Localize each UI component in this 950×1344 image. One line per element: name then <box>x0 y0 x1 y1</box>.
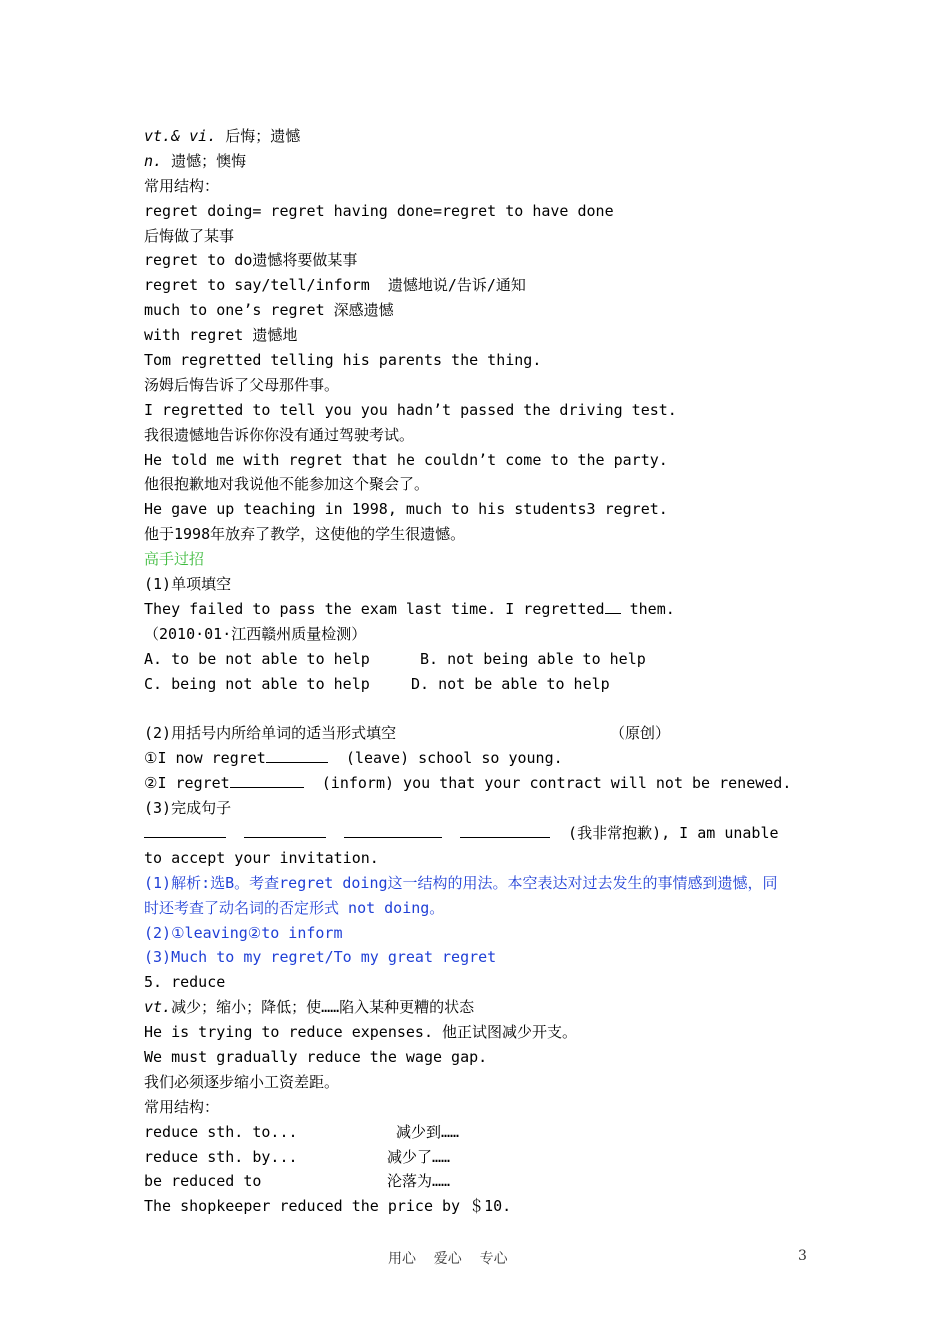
structure-row: reduce sth. by... 减少了…… <box>144 1147 451 1166</box>
definition-verb: vt.减少；缩小；降低；使……陷入某种更糟的状态 <box>144 998 475 1017</box>
example-sentence: We must gradually reduce the wage gap. <box>144 1047 488 1066</box>
example-sentence: The shopkeeper reduced the price by ＄10. <box>144 1197 512 1216</box>
answer-explanation: 时还考查了动名词的否定形式 not doing。 <box>144 898 445 917</box>
example-sentence: I regretted to tell you you hadn’t passed the driving test. <box>144 400 677 419</box>
example-translation: 他于1998年放弃了教学，这使他的学生很遗憾。 <box>144 525 466 544</box>
text-line: regret doing= regret having done=regret to have done <box>144 201 614 220</box>
answer-blank <box>344 823 442 838</box>
text-line: regret to do遗憾将要做某事 <box>144 251 358 270</box>
answer-key: (2)①leaving②to inform <box>144 923 343 942</box>
exercise-question: They failed to pass the exam last time. I regretted them. <box>144 599 675 618</box>
example-translation: 我们必须逐步缩小工资差距。 <box>144 1072 340 1091</box>
text-line: much to one’s regret 深感遗憾 <box>144 301 394 320</box>
text-line: 后悔做了某事 <box>144 226 235 245</box>
example-sentence: He gave up teaching in 1998, much to his students3 regret. <box>144 500 668 519</box>
answer-blank <box>144 823 226 838</box>
structures-heading: 常用结构： <box>144 176 220 195</box>
section-heading: 高手过招 <box>144 550 205 569</box>
choice-row: C. being not able to help D. not be able to help <box>144 674 610 693</box>
exercise-question: ②I regret (inform) you that your contract will not be renewed. <box>144 774 792 793</box>
exercise-heading: (3)完成句子 <box>144 799 232 818</box>
text-line: with regret 遗憾地 <box>144 326 298 345</box>
answer-key: (3)Much to my regret/To my great regret <box>144 948 497 967</box>
example-translation: 汤姆后悔告诉了父母那件事。 <box>144 375 340 394</box>
definition-noun: n. 遗憾；懊悔 <box>144 151 247 170</box>
answer-blank <box>605 599 621 614</box>
footer-motto: 用心 爱心 专心 <box>388 1251 508 1267</box>
page-footer <box>0 1248 950 1268</box>
document-body <box>144 124 824 1219</box>
answer-explanation: (1)解析:选B。考查regret doing这一结构的用法。本空表达对过去发生的事情感到遗憾，同 <box>144 873 778 892</box>
exercise-question: (我非常抱歉), I am unable <box>144 821 824 846</box>
page-number: 3 <box>798 1248 807 1264</box>
choice-row: A. to be not able to help B. not being able to help <box>144 649 646 668</box>
answer-blank <box>244 823 326 838</box>
example-sentence: He told me with regret that he couldn’t come to the party. <box>144 450 668 469</box>
text-line: regret to say/tell/inform 遗憾地说/告诉/通知 <box>144 276 526 295</box>
text-line: to accept your invitation. <box>144 848 379 867</box>
structure-row: reduce sth. to... 减少到…… <box>144 1122 460 1141</box>
answer-blank <box>266 748 328 763</box>
structure-row: be reduced to 沦落为…… <box>144 1172 451 1191</box>
example-sentence: Tom regretted telling his parents the thing. <box>144 351 542 370</box>
exercise-heading: (2)用括号内所给单词的适当形式填空 （原创） <box>144 724 671 743</box>
exercise-source: （2010·01·江西赣州质量检测） <box>144 624 367 643</box>
exercise-heading: (1)单项填空 <box>144 575 232 594</box>
example-translation: 我很遗憾地告诉你你没有通过驾驶考试。 <box>144 425 415 444</box>
answer-blank <box>460 823 550 838</box>
empty-line <box>144 696 824 721</box>
definition-verb: vt.& vi. 后悔；遗憾 <box>144 127 301 145</box>
entry-heading: 5. reduce <box>144 973 226 992</box>
structures-heading: 常用结构： <box>144 1097 220 1116</box>
exercise-question: ①I now regret (leave) school so young. <box>144 749 563 768</box>
example-translation: 他很抱歉地对我说他不能参加这个聚会了。 <box>144 475 430 494</box>
answer-blank <box>230 773 304 788</box>
example-sentence: He is trying to reduce expenses. 他正试图减少开支。 <box>144 1023 578 1042</box>
